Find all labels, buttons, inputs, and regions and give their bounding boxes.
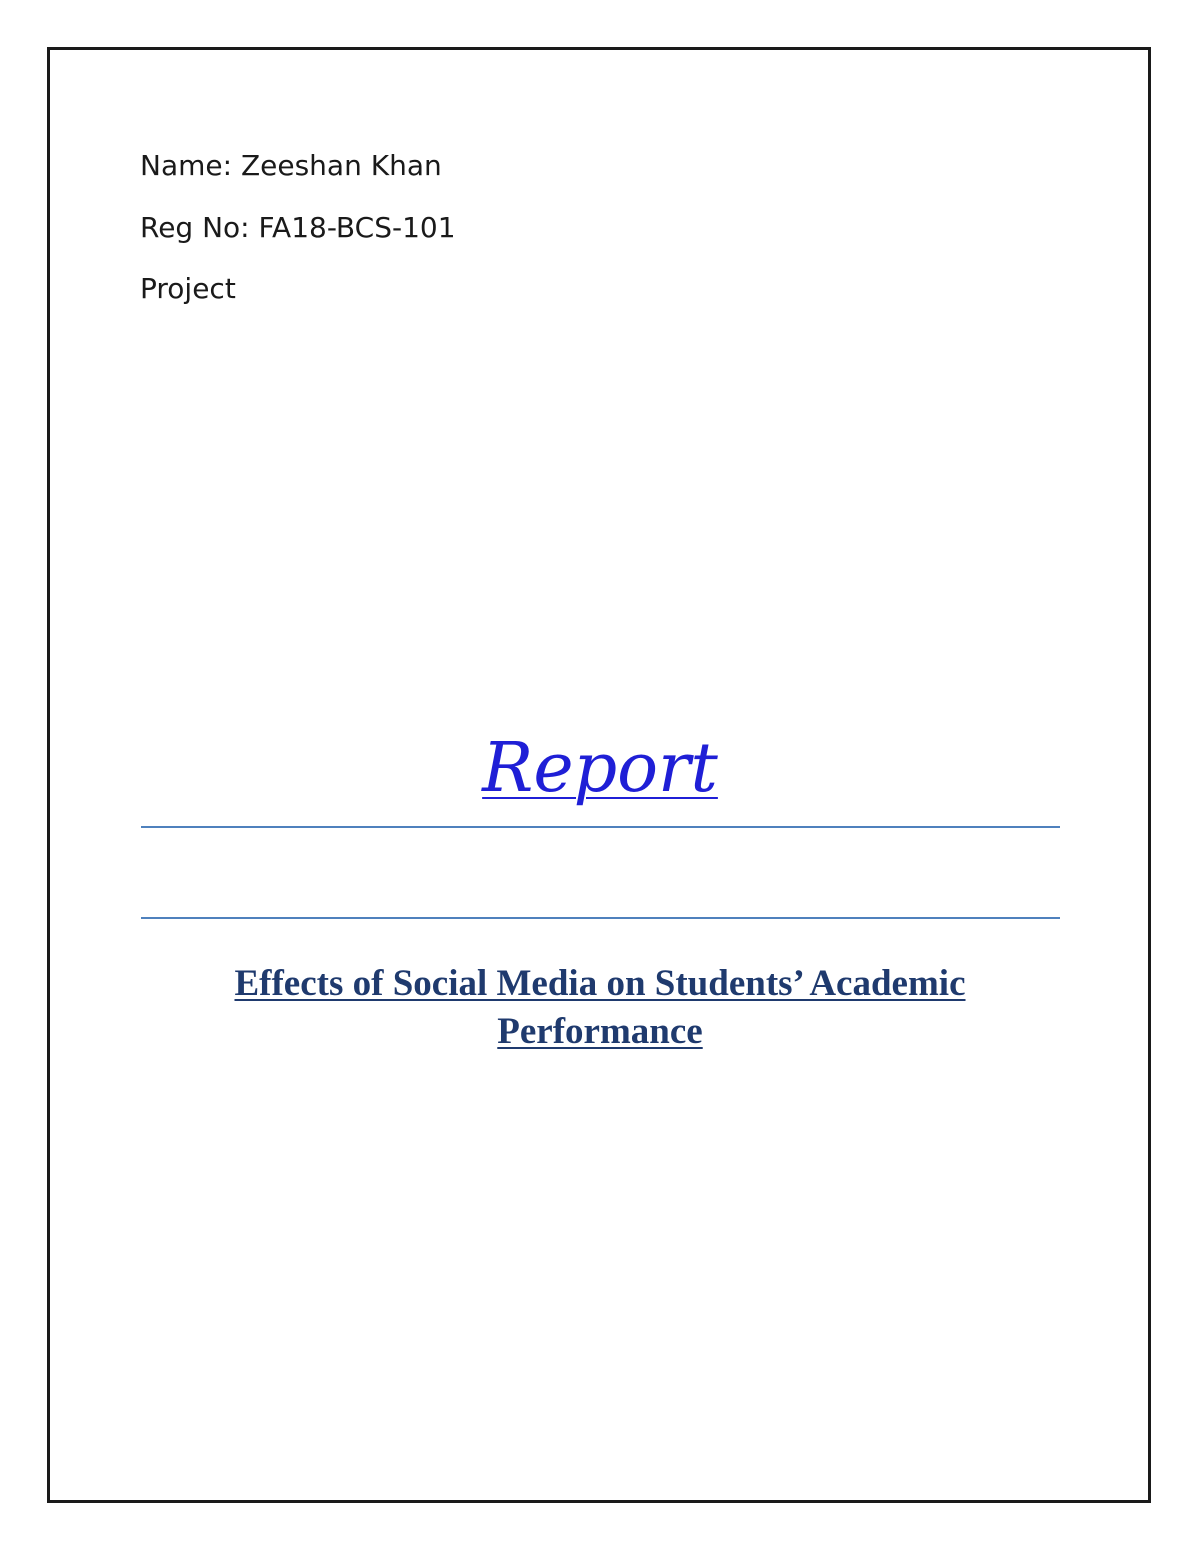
subtitle-line-2: Performance — [497, 1011, 703, 1052]
registration-number: Reg No: FA18-BCS-101 — [140, 211, 456, 244]
report-title — [0, 729, 1200, 808]
report-title-text: Report — [482, 729, 718, 808]
top-divider — [141, 826, 1060, 828]
subtitle-line-1: Effects of Social Media on Students’ Academic — [234, 963, 966, 1004]
report-subtitle — [150, 960, 1050, 1056]
bottom-divider — [141, 917, 1060, 919]
student-name: Name: Zeeshan Khan — [140, 149, 442, 182]
project-label: Project — [140, 272, 236, 305]
